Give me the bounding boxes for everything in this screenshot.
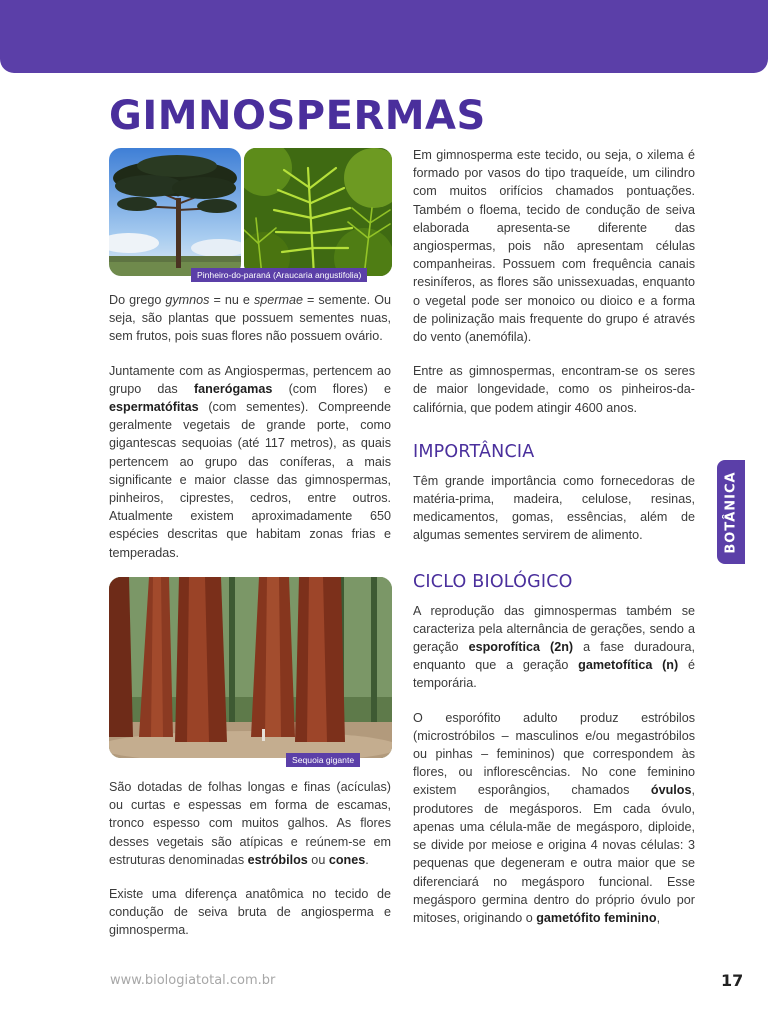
text-run: São dotadas de folhas longas e finas (acículas) ou curtas e espessas em forma de escamas, tronco espesso com muitos galhos. As flores desses vegetais são atípicas e reúnem-se em estruturas denominadas	[109, 780, 391, 867]
page-title: GIMNOSPERMAS	[109, 93, 486, 139]
bold-term: óvulos	[650, 783, 692, 798]
text-run: A reprodução das gimnospermas também se caracteriza pela alternância de gerações, sendo a geração	[413, 603, 695, 655]
text-run: = semente. Ou seja, são plantas que possuem sementes nuas, sem frutos, pois suas flores não possuem ovário.	[109, 293, 392, 344]
paragraph-leaves	[109, 778, 391, 869]
sequoia-photo	[109, 577, 392, 758]
bold-term: gametofítica (n)	[578, 658, 679, 673]
text-run: Têm grande importância como fornecedoras de matéria-prima, madeira, celulose, resinas, medicamentos, gomas, essências, além de algumas sementes servirem de alimento.	[413, 473, 695, 543]
text-run: Entre as gimnospermas, encontram-se os seres de maior longevidade, como os pinheiros-da-califórnia, que podem atingir 4600 anos.	[413, 364, 695, 415]
text-run: ou	[307, 852, 329, 867]
text-run: ,	[656, 910, 661, 925]
sequoia-caption: Sequoia gigante	[286, 753, 360, 767]
text-run: Em gimnosperma este tecido, ou seja, o xilema é formado por vasos do tipo traqueíde, um cilindro com muitos orifícios chamados pontuações. Também o floema, tecido de condução de seiva elaborada apresenta-se diferente das angiospermas, pois não apresentam células companheiras. Possuem com frequência canais resiníferos, as flores são unissexuadas, enquanto o vegetal pode ser monoico ou dioico e a forma de polinização mais frequente do grupo é através do vento (anemófila).	[413, 148, 695, 345]
bold-term: cones	[328, 852, 366, 867]
pine-needles-photo	[244, 148, 392, 276]
italic-term: gymnos	[165, 293, 210, 307]
paragraph-classification	[109, 362, 391, 562]
text-run: Existe uma diferença anatômica no tecido de condução de seiva bruta de angiosperma e gimnosperma.	[109, 887, 391, 938]
heading-importancia: IMPORTÂNCIA	[413, 441, 535, 462]
text-run: (com sementes). Compreende geralmente vegetais de grande porte, como gigantescas sequoias (até 117 metros), as quais pertencem ao grupo das coníferas, a mais significante e maior classe das gimnospermas, pinheiros, ciprestes, cedros, entre outros. Atualmente existem aproximadamente 650 espécies descritas que habitam zonas frias e temperadas.	[109, 400, 391, 560]
footer-website-link[interactable]: www.biologiatotal.com.br	[110, 973, 276, 988]
left-column-bottom	[109, 778, 391, 940]
bold-term: esporofítica (2n)	[468, 640, 574, 655]
text-run: a fase duradoura, enquanto que a geração	[413, 640, 695, 673]
paragraph-definition	[109, 291, 391, 346]
bold-term: estróbilos	[247, 852, 308, 867]
right-column	[413, 146, 695, 927]
paragraph-importancia	[413, 472, 695, 545]
text-run: .	[365, 852, 369, 867]
paragraph-reproducao	[413, 602, 695, 693]
heading-ciclo-biologico: CICLO BIOLÓGICO	[413, 571, 573, 592]
bold-term: espermatófitas	[109, 400, 199, 415]
paragraph-esporofito	[413, 709, 695, 927]
text-run: O esporófito adulto produz estróbilos (microstróbilos – masculinos e/ou megastróbilos ou pinhas – femininos) que correspondem às flores, ou inflorescências. No cone feminino existem esporângios, chamados	[413, 710, 695, 798]
text-run: (com flores) e	[272, 381, 391, 396]
header-bar	[0, 0, 768, 73]
bold-term: fanerógamas	[193, 381, 273, 396]
left-column-top	[109, 291, 391, 562]
page-number: 17	[721, 971, 744, 990]
paragraph-xylem	[413, 146, 695, 346]
text-run: é temporária.	[413, 658, 695, 691]
text-run: = nu e	[209, 293, 254, 307]
text-run: , produtores de megásporos. Em cada óvulo, apenas uma célula-mãe de megásporo, diploide, se divide por meiose e origina 4 novas células: 3 pequenas que degeneram e outra maior que se diferenciará no megásporo funcional. Esse megásporo germina dentro do próprio óvulo por mitoses, originando o	[413, 783, 695, 925]
araucaria-tree-photo	[109, 148, 241, 276]
araucaria-caption: Pinheiro-do-paraná (Araucaria angustifolia)	[191, 268, 367, 282]
paragraph-longevity	[413, 362, 695, 417]
text-run: Juntamente com as Angiospermas, pertencem ao grupo das	[109, 363, 391, 396]
section-tab-label: BOTÂNICA	[723, 470, 739, 554]
bold-term: gametófito feminino	[536, 910, 657, 925]
section-tab-botanica[interactable]	[717, 460, 745, 564]
italic-term: spermae	[253, 293, 303, 307]
text-run: Do grego	[109, 293, 166, 307]
paragraph-anatomy	[109, 885, 391, 940]
